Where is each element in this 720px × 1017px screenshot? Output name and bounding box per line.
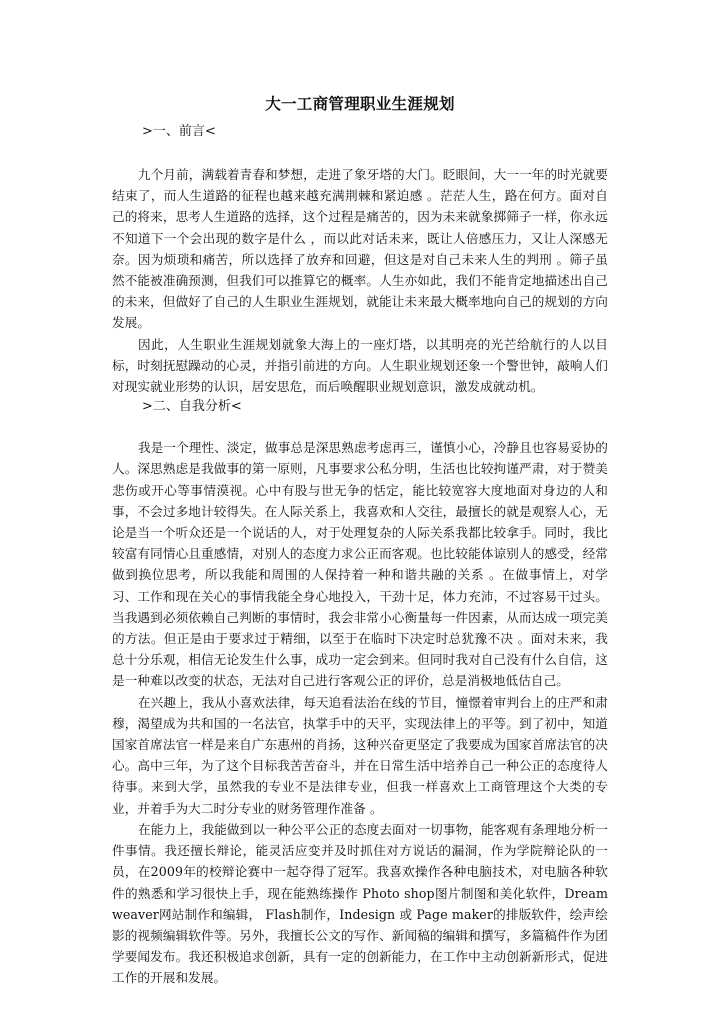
document-title: 大一工商管理职业生涯规划 (265, 95, 455, 113)
paragraph: 九个月前，满载着青春和梦想，走进了象牙塔的大门。眨眼间，大一一年的时光就要结束了，而人生道路的征程也越来越充满荆棘和紧迫感 。茫茫人生，路在何方。面对自己的将来，思考人生道路的选择，这个过程是痛苦的，因为未来就象掷筛子一样，你永远不知道下一个会出现的数字是什么 ，而以此对话未来，既让人倍感压力，又让人深感无奈。因为烦琐和痛苦，所以选择了放弃和回避，但这是对自己未来人生的判刑 。筛子虽然不能被准确预测，但我们可以推算它的概率。人生亦如此，我们不能肯定地描述出自己的未来，但做好了自己的人生职业生涯规划，就能让未来最大概率地向自己的规划的方向发展。 (112, 167, 608, 331)
paragraph: 在能力上，我能做到以一种公平公正的态度去面对一切事物，能客观有条理地分析一件事情。我还擅长辩论，能灵活应变并及时抓住对方说话的漏洞，作为学院辩论队的一员，在2009年的校辩论赛中一起夺得了冠军。我喜欢操作各种电脑技术，对电脑各种软件的熟悉和学习很快上手，现在能熟练操作 Photo shop图片制图和美化软件，Dream weaver网站制作和编辑， Flash制作，Indesign 或 Page maker的排版软件，绘声绘影的视频编辑软件等。另外，我擅长公文的写作、新闻稿的编辑和撰写，多篇稿件作为团学要闻发布。我还积极追求创新，具有一定的创新能力，在工作中主动创新新形式，促进工作的开展和发展。 (112, 821, 608, 986)
paragraph: 我是一个理性、淡定，做事总是深思熟虑考虑再三，谨慎小心，冷静且也容易妥协的人。深思熟虑是我做事的第一原则，凡事要求公私分明，生活也比较拘谨严肃，对于赞美悲伤或开心等事情漠视。心中有股与世无争的恬定，能比较宽容大度地面对身边的人和事，不会过多地计较得失。在人际关系上，我喜欢和人交往，最擅长的就是观察人心，无论是当一个听众还是一个说话的人，对于处理复杂的人际关系我都比较拿手。同时，我比较富有同情心且重感情，对别人的态度力求公正而客观。也比较能体谅别人的感受，经常做到换位思考，所以我能和周围的人保持着一种和谐共融的关系 。在做事情上，对学习、工作和现在关心的事情我能全身心地投入，干劲十足，体力充沛，不过容易干过头。当我遇到必须依赖自己判断的事情时，我会非常小心衡量每一件因素，从而达成一项完美的方法。但正是由于要求过于精细，以至于在临时下决定时总犹豫不决 。面对未来，我总十分乐观，相信无论发生什么事，成功一定会到来。但同时我对自己没有什么自信，这是一种难以改变的状态，无法对自己进行客观公正的评价，总是消极地低估自己。 (112, 440, 608, 689)
document-page (112, 94, 608, 989)
paragraph: 因此，人生职业生涯规划就象大海上的一座灯塔，以其明亮的光芒给航行的人以目标，时刻抚慰躁动的心灵，并指引前进的方向。人生职业规划还象一个警世钟，敲响人们对现实就业形势的认识，居安思危，而后唤醒职业规划意识，激发成就动机。 (112, 336, 608, 395)
paragraph: 在兴趣上，我从小喜欢法律，每天追看法治在线的节目，憧憬着审判台上的庄严和肃穆，渴望成为共和国的一名法官，执掌手中的天平，实现法律上的平等。到了初中，知道国家首席法官一样是来自广东惠州的肖扬，这种兴奋更坚定了我要成为国家首席法官的决心。高中三年，为了这个目标我苦苦奋斗，并在日常生活中培养自己一种公正的态度待人待事。来到大学，虽然我的专业不是法律专业，但我一样喜欢上工商管理这个大类的专业，并着手为大二时分专业的财务管理作准备 。 (112, 694, 608, 816)
section-heading-self-analysis: >二、自我分析< (142, 399, 242, 415)
section-heading-preface: >一、前言< (142, 124, 216, 139)
